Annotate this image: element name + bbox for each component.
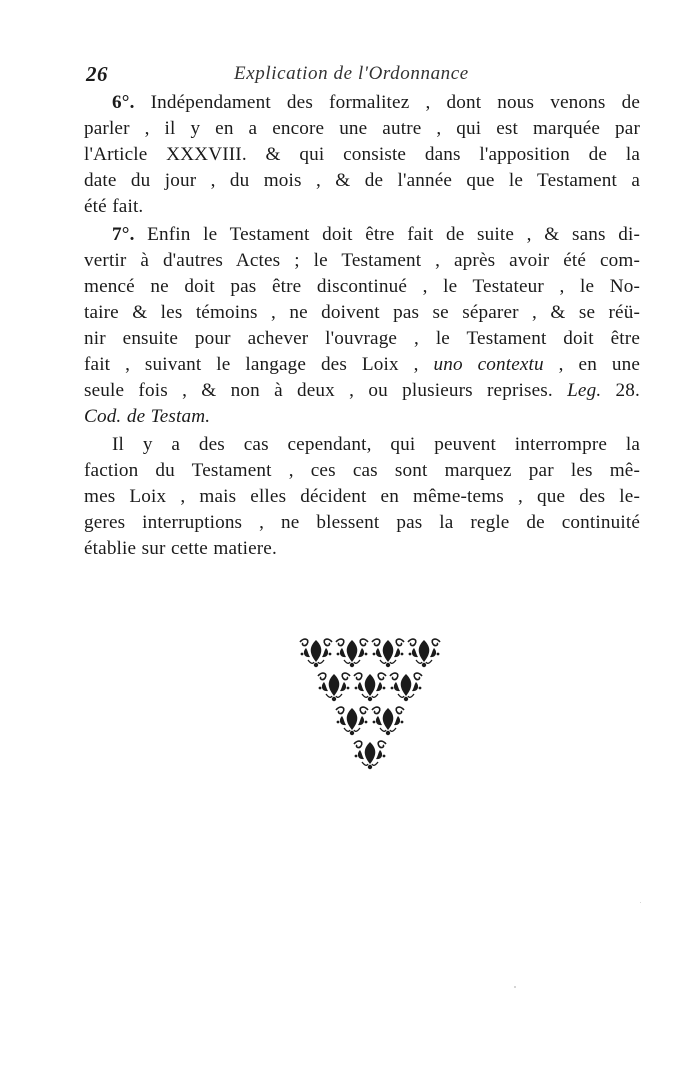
paragraph-6 xyxy=(84,90,640,220)
text-line: vertir à d'autres Actes ; le Testament , après avoir été com- xyxy=(84,250,640,271)
citation-line: Cod. de Testam. xyxy=(84,406,211,427)
fleuron xyxy=(390,673,422,701)
body-text xyxy=(84,90,640,562)
latin-phrase: uno contextu xyxy=(433,354,544,375)
fleuron xyxy=(354,673,386,701)
text-line: faction du Testament , ces cas sont marquez par les mê- xyxy=(84,460,640,481)
text-line: date du jour , du mois , & de l'année que le Testament a xyxy=(84,170,640,191)
fleuron xyxy=(372,707,404,735)
line-text: fait , suivant le langage des Loix , xyxy=(84,354,434,375)
fleuron xyxy=(336,707,368,735)
text-line xyxy=(84,222,640,248)
page-number: 26 xyxy=(86,62,108,86)
fleuron xyxy=(318,673,350,701)
text-line: établie sur cette matiere. xyxy=(84,538,277,559)
text-line xyxy=(84,352,640,378)
citation: Leg. xyxy=(567,380,602,401)
text-line: parler , il y en a encore une autre , qui est marquée par xyxy=(84,118,640,139)
line-text: , en une xyxy=(543,354,640,375)
paragraph-8 xyxy=(84,432,640,562)
running-title: Explication de l'Ordonnance xyxy=(234,63,469,84)
text-line xyxy=(84,90,640,116)
text-line: mes Loix , mais elles décident en même-tems , que des le- xyxy=(84,486,640,507)
text-line: mencé ne doit pas être discontinué , le Testateur , le No- xyxy=(84,276,640,297)
line-text: seule fois , & non à deux , ou plusieurs reprises. xyxy=(84,380,568,401)
paper-speck xyxy=(514,986,516,988)
text-line: l'Article XXXVIII. & qui consiste dans l'apposition de la xyxy=(84,144,640,165)
fleuron xyxy=(336,639,368,667)
paper-speck xyxy=(640,902,641,903)
text-line: Il y a des cas cependant, qui peuvent interrompre la xyxy=(112,434,640,455)
fleuron xyxy=(354,741,386,769)
paragraph-number: 7°. xyxy=(112,224,135,245)
text-line xyxy=(84,378,640,404)
fleuron xyxy=(408,639,440,667)
text-line: nir ensuite pour achever l'ouvrage , le Testament doit être xyxy=(84,328,640,349)
text-line: taire & les témoins , ne doivent pas se séparer , & se réü- xyxy=(84,302,640,323)
line-text: Indépendament des formalitez , dont nous venons de xyxy=(134,92,640,113)
running-head xyxy=(86,62,616,92)
cul-de-lampe-ornament xyxy=(290,634,450,784)
text-line: été fait. xyxy=(84,196,144,217)
line-text: Enfin le Testament doit être fait de suite , & sans di- xyxy=(134,224,640,245)
paragraph-number: 6°. xyxy=(112,92,135,113)
paragraph-7 xyxy=(84,222,640,430)
fleuron xyxy=(372,639,404,667)
text-line: geres interruptions , ne blessent pas la regle de continuité xyxy=(84,512,640,533)
fleuron xyxy=(300,639,332,667)
line-text: 28. xyxy=(601,380,640,401)
